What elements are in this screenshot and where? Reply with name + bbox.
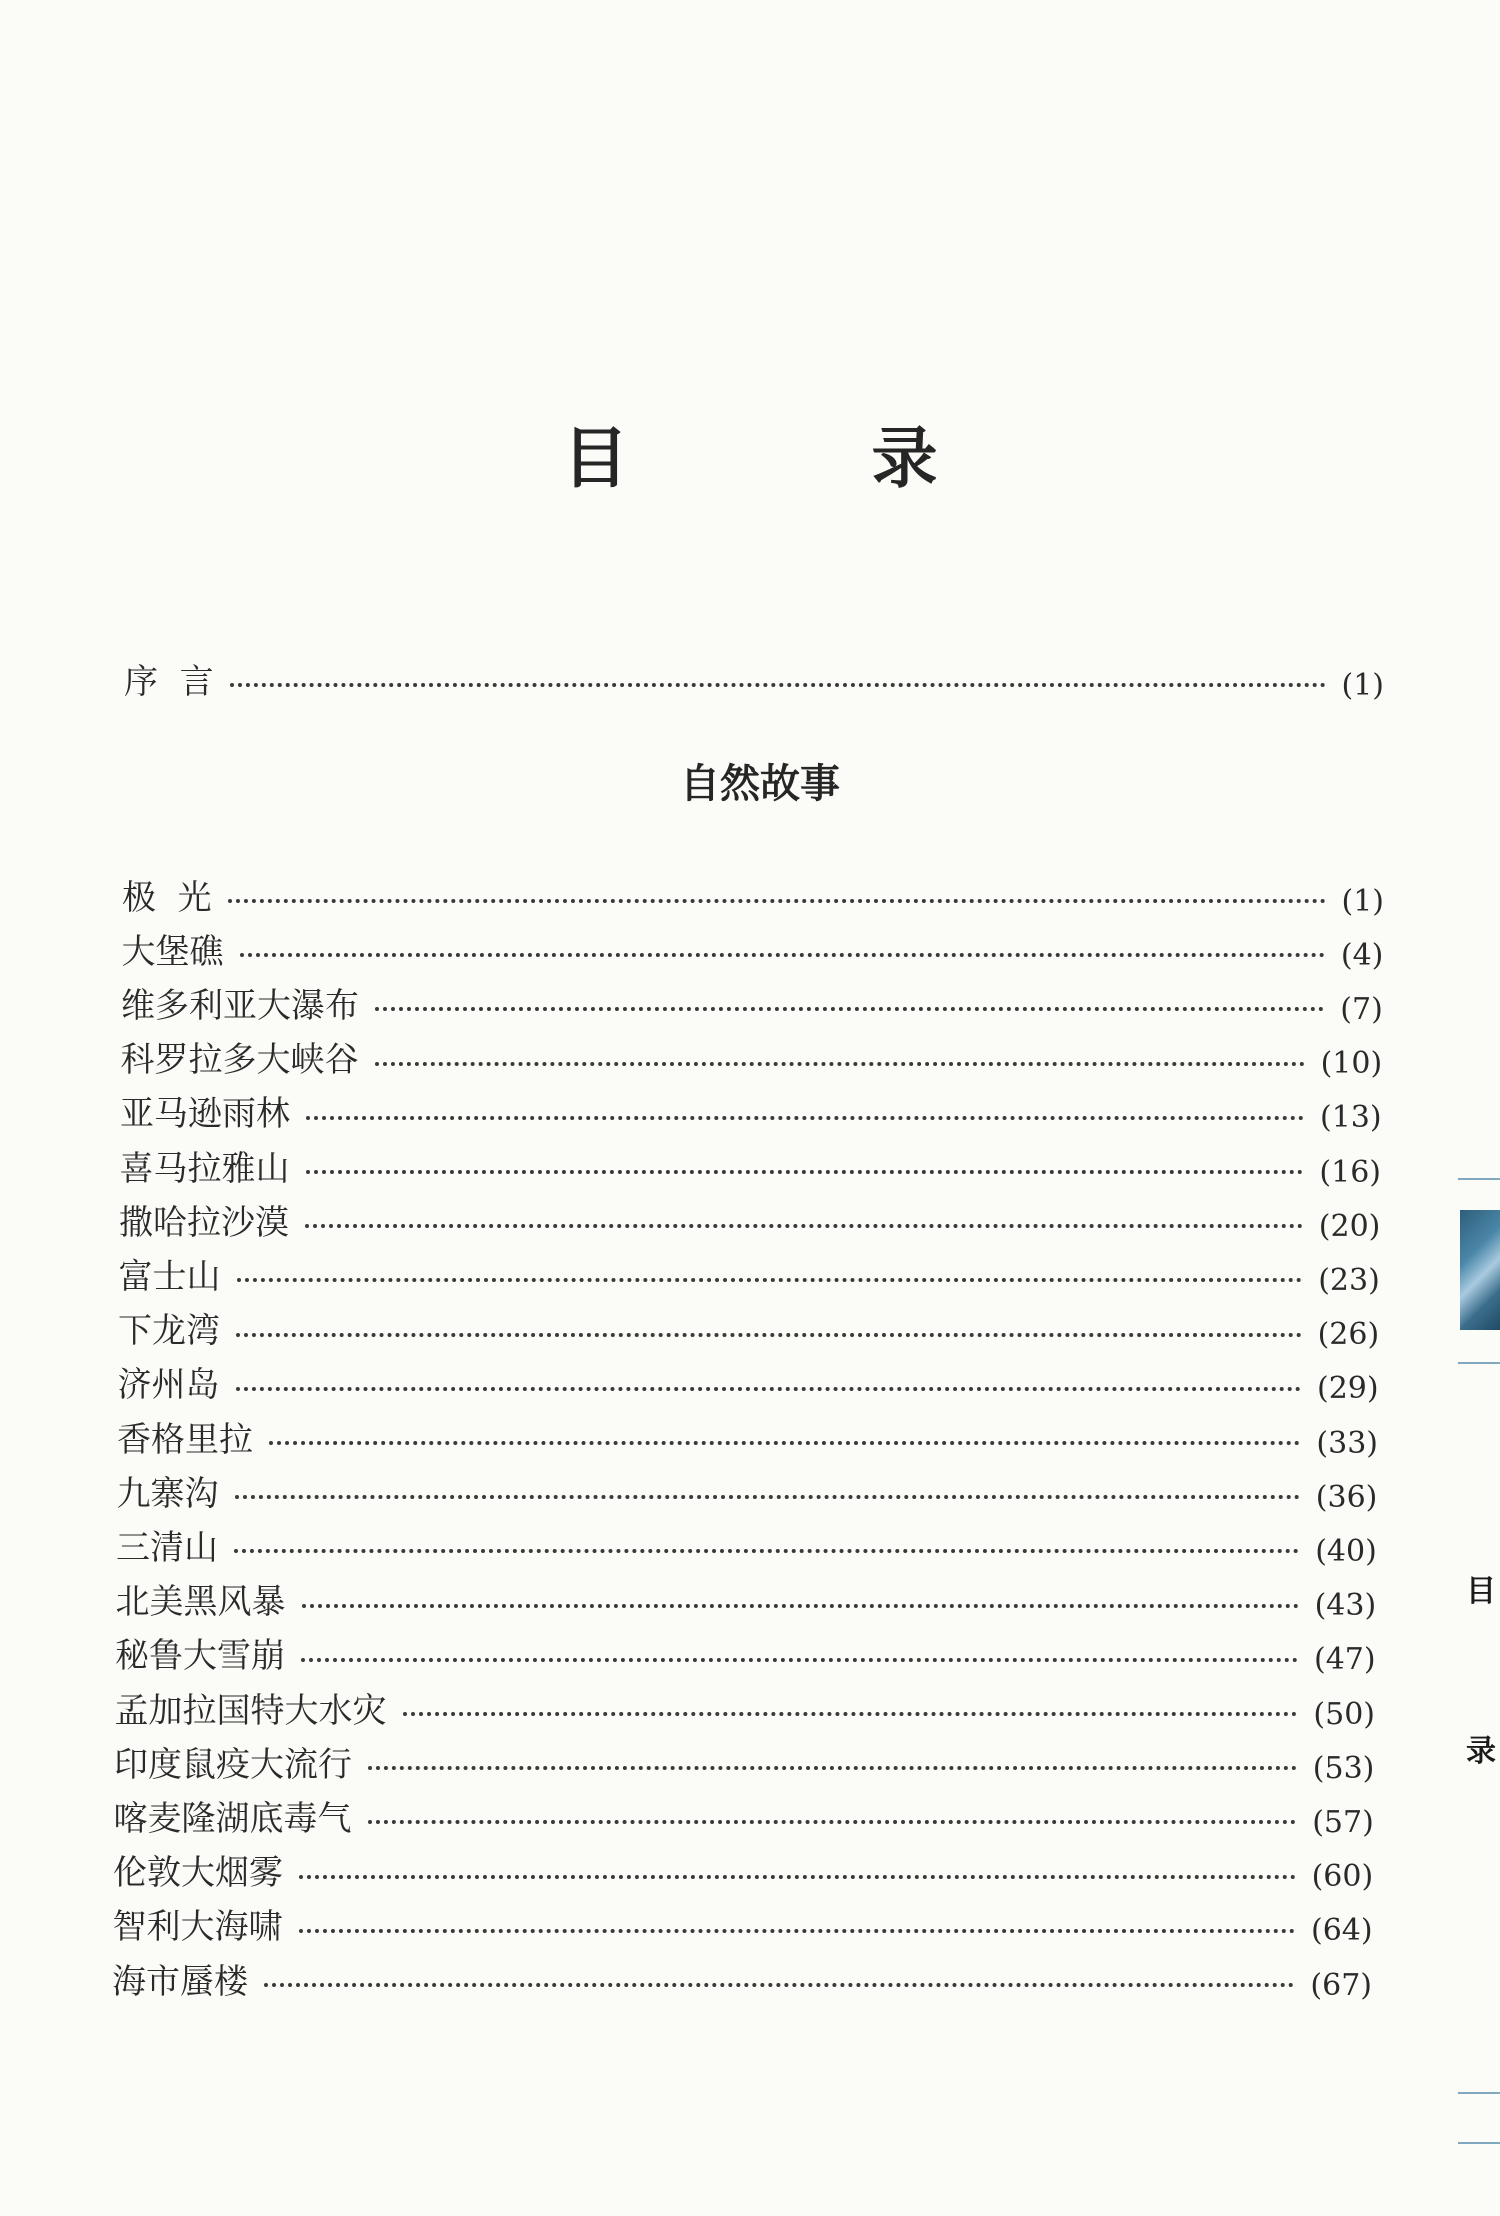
toc-entry[interactable] [119, 1193, 1380, 1245]
dot-leader [305, 1224, 1303, 1228]
dot-leader [368, 1766, 1297, 1770]
dot-leader [264, 1983, 1294, 1987]
edge-label-char: 目 [1466, 1574, 1496, 1609]
dot-leader [299, 1875, 1296, 1879]
toc-entry-page: (33) [1316, 1425, 1378, 1461]
dot-leader [306, 1116, 1304, 1120]
toc-entry-page: (36) [1315, 1479, 1378, 1515]
toc-entry[interactable] [113, 1898, 1373, 1950]
toc-entry-preface[interactable] [124, 652, 1384, 704]
toc-entry[interactable] [120, 1085, 1382, 1137]
toc-entry-page: (47) [1314, 1642, 1376, 1678]
toc-entry-title: 香格里拉 [117, 1419, 253, 1460]
edge-rule [1458, 1178, 1500, 1180]
toc-entry-page: (40) [1315, 1533, 1377, 1569]
toc-entry-page: (43) [1314, 1588, 1377, 1624]
toc-entry[interactable] [115, 1681, 1376, 1733]
toc-entry-title: 喀麦隆湖底毒气 [113, 1798, 352, 1839]
edge-photo-thumbnail [1460, 1210, 1500, 1330]
toc-entry-page: (60) [1311, 1859, 1374, 1895]
toc-entry-page: (13) [1320, 1100, 1382, 1136]
dot-leader [302, 1604, 1299, 1608]
edge-rule [1458, 2142, 1500, 2144]
toc-entry-title: 智利大海啸 [112, 1907, 283, 1948]
dot-leader [375, 1062, 1305, 1066]
dot-leader [228, 899, 1326, 903]
toc-entry[interactable] [119, 1247, 1380, 1299]
toc-entry-title: 济州岛 [117, 1365, 220, 1406]
toc-entry-page: (57) [1312, 1804, 1374, 1840]
dot-leader [299, 1929, 1296, 1933]
toc-entry-page: (1) [1341, 667, 1384, 703]
toc-entry[interactable] [114, 1789, 1374, 1841]
toc-entry-page: (64) [1311, 1913, 1373, 1949]
section-heading: 自然故事 [680, 761, 840, 807]
toc-entry[interactable] [112, 1952, 1372, 2004]
dot-leader [269, 1441, 1300, 1445]
page-title: 目 录 [562, 419, 1048, 497]
toc-entry-page: (23) [1318, 1262, 1380, 1298]
toc-entry-title: 亚马逊雨林 [120, 1094, 290, 1135]
toc-entry[interactable] [122, 868, 1384, 920]
dot-leader [306, 1170, 1304, 1174]
toc-entry-title: 北美黑风暴 [115, 1582, 286, 1623]
dot-leader [236, 1333, 1302, 1337]
toc-entry-title: 伦敦大烟雾 [113, 1853, 283, 1894]
dot-leader [240, 953, 1325, 957]
toc-entry[interactable] [116, 1573, 1377, 1625]
dot-leader [234, 1549, 1299, 1553]
dot-leader [230, 683, 1326, 687]
toc-entry-title: 秘鲁大雪崩 [115, 1636, 285, 1677]
toc-entry-title: 海市蜃楼 [112, 1961, 248, 2002]
toc-entry-title: 大堡礁 [121, 931, 224, 972]
toc-entry[interactable] [118, 1302, 1379, 1354]
toc-entry-page: (53) [1312, 1750, 1375, 1786]
toc-entry[interactable] [115, 1627, 1376, 1679]
toc-entry-page: (26) [1317, 1317, 1380, 1353]
toc-entry[interactable] [122, 922, 1384, 974]
edge-rule [1458, 1362, 1500, 1364]
toc-entry-page: (67) [1310, 1967, 1372, 2003]
toc-entry-title: 极 光 [122, 877, 212, 918]
toc-entry[interactable] [116, 1518, 1377, 1570]
toc-entry-page: (50) [1313, 1696, 1375, 1732]
dot-leader [301, 1658, 1298, 1662]
toc-entry-title: 科罗拉多大峡谷 [120, 1040, 359, 1081]
toc-entry[interactable] [113, 1844, 1373, 1896]
toc-entry[interactable] [121, 976, 1383, 1028]
edge-rule [1458, 2092, 1500, 2094]
dot-leader [237, 1278, 1303, 1282]
toc-entry-page: (29) [1317, 1371, 1379, 1407]
toc-entry-title: 三清山 [116, 1527, 218, 1568]
toc-entry-page: (7) [1340, 991, 1383, 1027]
toc-entry[interactable] [117, 1464, 1378, 1516]
toc-entry-page: (16) [1319, 1154, 1381, 1190]
edge-label-char: 录 [1466, 1734, 1496, 1769]
toc-entry-title: 下龙湾 [118, 1311, 220, 1352]
toc-entry[interactable] [117, 1410, 1378, 1462]
toc-entry-title: 喜马拉雅山 [119, 1148, 290, 1189]
dot-leader [403, 1712, 1298, 1716]
dot-leader [236, 1387, 1302, 1391]
toc-entry[interactable] [121, 1031, 1383, 1083]
toc-entry-page: (10) [1320, 1046, 1383, 1082]
toc-entry-title: 撒哈拉沙漠 [119, 1202, 289, 1243]
dot-leader [235, 1495, 1300, 1499]
toc-entry-title: 孟加拉国特大水灾 [114, 1690, 387, 1731]
toc-entry-title: 维多利亚大瀑布 [121, 985, 359, 1026]
toc-entry-page: (1) [1341, 883, 1384, 919]
toc-entry-page: (20) [1318, 1208, 1381, 1244]
dot-leader [375, 1007, 1324, 1011]
toc-entry[interactable] [114, 1735, 1374, 1787]
toc-entry-title: 印度鼠疫大流行 [114, 1744, 352, 1785]
toc-entry-title: 富士山 [118, 1256, 221, 1297]
adjacent-page-edge [1458, 1170, 1500, 2170]
toc-entry[interactable] [120, 1139, 1382, 1191]
toc-entry-title: 九寨沟 [116, 1473, 219, 1514]
toc-entry[interactable] [118, 1356, 1379, 1408]
dot-leader [368, 1820, 1297, 1824]
toc-entry-title: 序 言 [124, 661, 214, 702]
toc-entry-page: (4) [1340, 937, 1384, 973]
